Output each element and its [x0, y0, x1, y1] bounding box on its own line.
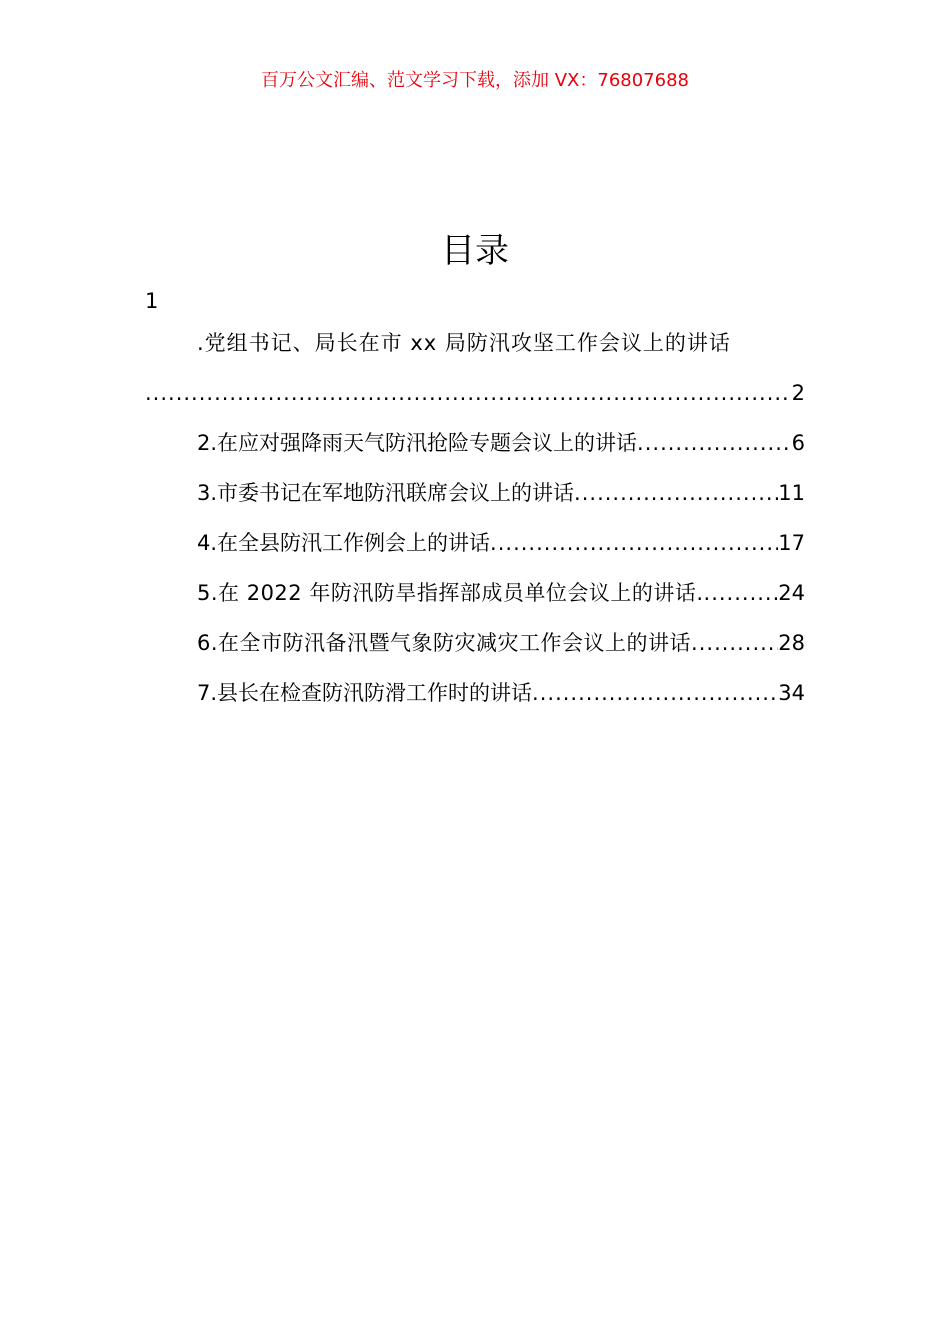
dot-leader: [704, 568, 779, 618]
toc-entry-page: 28: [778, 631, 805, 655]
table-of-contents: [145, 284, 805, 718]
dot-leader: [574, 468, 778, 518]
page-title: 目录: [441, 231, 509, 271]
toc-entry-page: 17: [778, 531, 805, 555]
toc-entry-title: 3.市委书记在军地防汛联席会议上的讲话: [197, 481, 575, 505]
dot-leader: [490, 518, 778, 568]
toc-entry-title: 4.在全县防汛工作例会上的讲话: [197, 531, 491, 555]
toc-entry[interactable]: [145, 518, 805, 568]
toc-entry-page: 6: [791, 431, 805, 455]
toc-entry-page: 11: [778, 481, 805, 505]
header-note: 百万公文汇编、范文学习下载，添加 VX：76807688: [261, 70, 689, 91]
toc-entry[interactable]: [145, 418, 805, 468]
toc-entry-title: 7.县长在检查防汛防滑工作时的讲话: [197, 681, 533, 705]
toc-entry[interactable]: [145, 668, 805, 718]
toc-entry-page: 24: [778, 581, 805, 605]
toc-entry-title: 5.在 2022 年防汛防旱指挥部成员单位会议上的讲话.: [197, 581, 704, 605]
toc-entry[interactable]: [145, 568, 805, 618]
dot-leader: [532, 668, 778, 718]
toc-entry-1-number: 1: [145, 289, 159, 313]
dot-leader: [145, 368, 792, 418]
dot-leader: [691, 618, 778, 668]
toc-entry-1-leader[interactable]: [145, 368, 805, 418]
toc-entry-1-page: 2: [791, 381, 805, 405]
toc-entry-page: 34: [778, 681, 805, 705]
toc-entry-1-title[interactable]: .党组书记、局长在市 xx 局防汛攻坚工作会议上的讲话: [197, 331, 731, 355]
toc-entry-title: 2.在应对强降雨天气防汛抢险专题会议上的讲话: [197, 431, 638, 455]
dot-leader: [637, 418, 792, 468]
toc-entry-title: 6.在全市防汛备汛暨气象防灾减灾工作会议上的讲话: [197, 631, 692, 655]
toc-entry[interactable]: [145, 618, 805, 668]
toc-entry[interactable]: [145, 468, 805, 518]
